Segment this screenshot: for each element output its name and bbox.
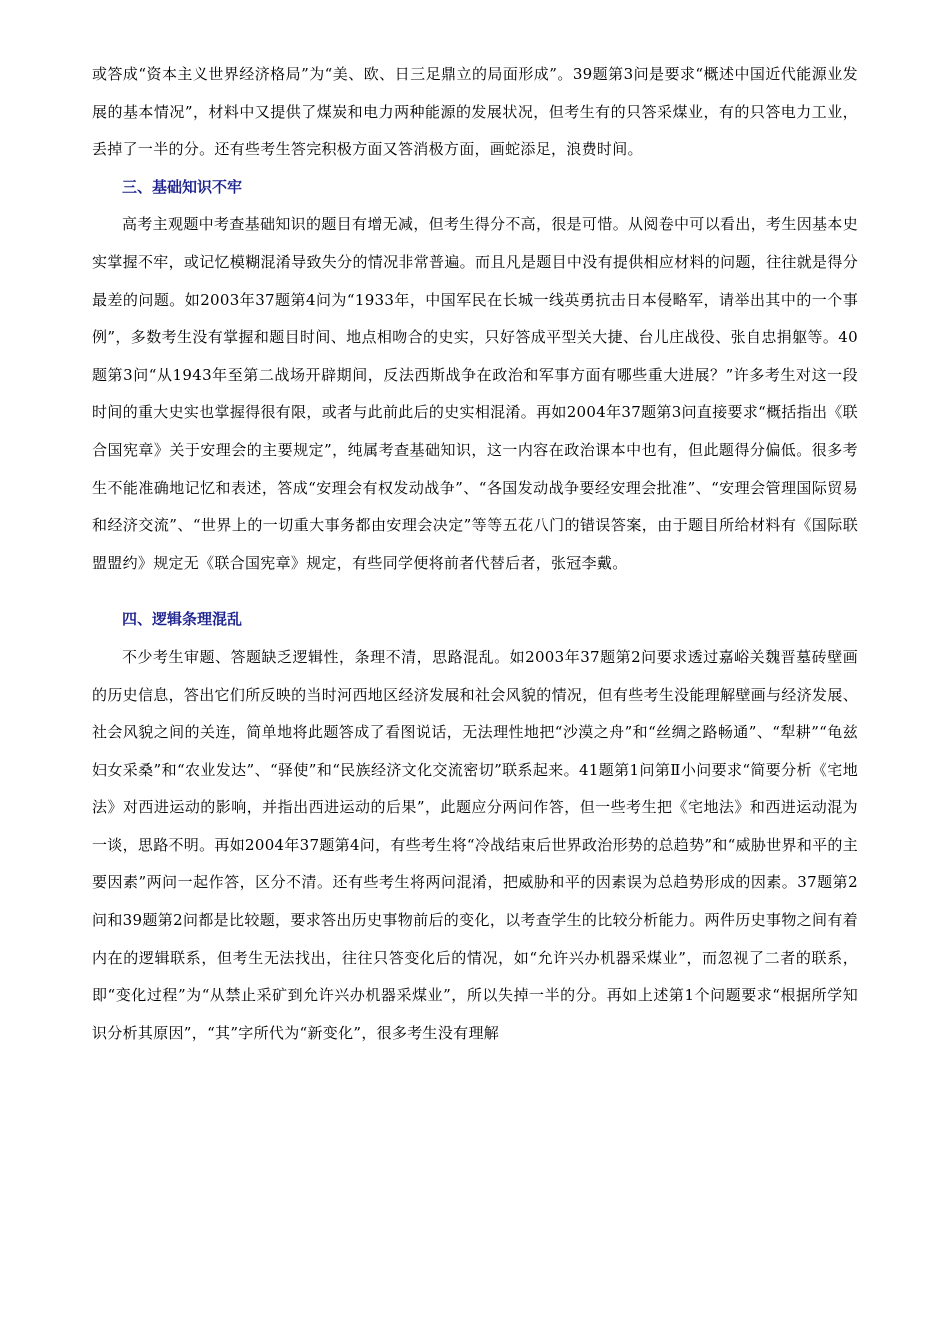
paragraph-gap: [92, 582, 858, 601]
section-heading-4: 四、逻辑条理混乱: [122, 610, 243, 629]
paragraph-continued: 或答成“资本主义世界经济格局”为“美、欧、日三足鼎立的局面形成”。39题第3问是要求“概述中国近代能源业发展的基本情况”，材料中又提供了煤炭和电力两种能源的发展状况，但考生有的只答采煤业，有的只答电力工业，丢掉了一半的分。还有些考生答完积极方面又答消极方面，画蛇添足，浪费时间。: [92, 65, 858, 159]
paragraph-basic-knowledge: 高考主观题中考查基础知识的题目有增无减，但考生得分不高，很是可惜。从阅卷中可以看出，考生因基本史实掌握不牢，或记忆模糊混淆导致失分的情况非常普遍。而且凡是题目中没有提供相应材料的问题，往往就是得分最差的问题。如2003年37题第4问为“1933年，中国军民在长城一线英勇抗击日本侵略军，请举出其中的一个事例”，多数考生没有掌握和题目时间、地点相吻合的史实，只好答成平型关大捷、台儿庄战役、张自忠捐躯等。40题第3问“从1943年至第二战场开辟期间，反法西斯战争在政治和军事方面有哪些重大进展？”许多考生对这一段时间的重大史实也掌握得很有限，或者与此前此后的史实相混淆。再如2004年37题第3问直接要求“概括指出《联合国宪章》关于安理会的主要规定”，纯属考查基础知识，这一内容在政治课本中也有，但此题得分偏低。很多考生不能准确地记忆和表述，答成“安理会有权发动战争”、“各国发动战争要经安理会批准”、“安理会管理国际贸易和经济交流”、“世界上的一切重大事务都由安理会决定”等等五花八门的错误答案，由于题目所给材料有《国际联盟盟约》规定无《联合国宪章》规定，有些同学便将前者代替后者，张冠李戴。: [92, 215, 858, 572]
paragraph-logic: 不少考生审题、答题缺乏逻辑性，条理不清，思路混乱。如2003年37题第2问要求透过嘉峪关魏晋墓砖壁画的历史信息，答出它们所反映的当时河西地区经济发展和社会风貌的情况，但有些考生没能理解壁画与经济发展、社会风貌之间的关连，简单地将此题答成了看图说话，无法理性地把“沙漠之舟”和“丝绸之路畅通”、“犁耕”“龟兹妇女采桑”和“农业发达”、“驿使”和“民族经济文化交流密切”联系起来。41题第1问第Ⅱ小问要求“简要分析《宅地法》对西进运动的影响，并指出西进运动的后果”，此题应分两问作答，但一些考生把《宅地法》和西进运动混为一谈，思路不明。再如2004年37题第4问，有些考生将“冷战结束后世界政治形势的总趋势”和“威胁世界和平的主要因素”两问一起作答，区分不清。还有些考生将两问混淆，把威胁和平的因素误为总趋势形成的因素。37题第2问和39题第2问都是比较题，要求答出历史事物前后的变化，以考查学生的比较分析能力。两件历史事物之间有着内在的逻辑联系，但考生无法找出，往往只答变化后的情况，如“允许兴办机器采煤业”，而忽视了二者的联系，即“变化过程”为“从禁止采矿到允许兴办机器采煤业”，所以失掉一半的分。再如上述第1个问题要求“根据所学知识分析其原因”，“其”字所代为“新变化”，很多考生没有理解: [92, 647, 859, 1042]
section-heading-3: 三、基础知识不牢: [122, 177, 243, 196]
